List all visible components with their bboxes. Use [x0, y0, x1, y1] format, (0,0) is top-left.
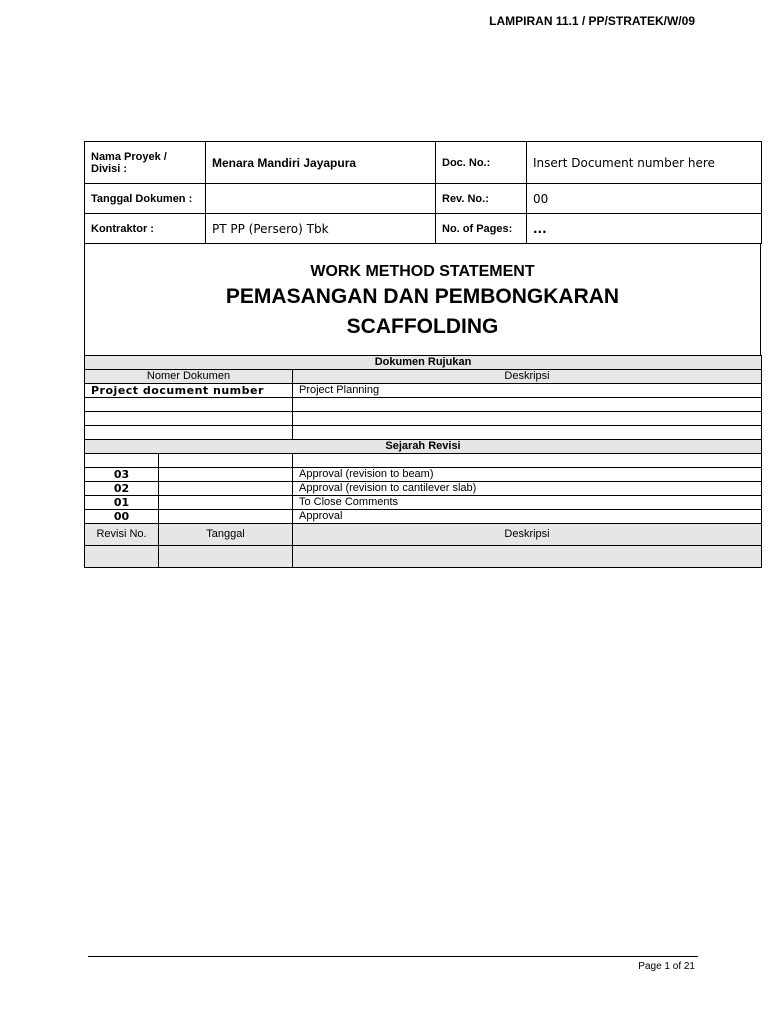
doc-no-label: Doc. No.: [436, 142, 527, 184]
nama-proyek-value: Menara Mandiri Jayapura [206, 142, 436, 184]
rujukan-nomer [85, 426, 293, 440]
rujukan-nomer [85, 412, 293, 426]
table-row [85, 426, 762, 440]
col-revisi-no: Revisi No. [85, 524, 159, 546]
revisi-no [85, 454, 159, 468]
table-row [85, 510, 762, 524]
col-tanggal: Tanggal [159, 524, 293, 546]
empty-cell [293, 546, 762, 568]
title-line-3: SCAFFOLDING [346, 315, 499, 338]
table-row [85, 482, 762, 496]
revisi-tanggal [159, 496, 293, 510]
rujukan-deskripsi: Project Planning [293, 384, 762, 398]
no-of-pages-value: ... [527, 214, 762, 244]
rev-no-value: 00 [527, 184, 762, 214]
footer-divider [88, 956, 698, 957]
revisi-no: 00 [85, 510, 159, 524]
table-row [85, 468, 762, 482]
empty-cell [85, 546, 159, 568]
rev-no-label: Rev. No.: [436, 184, 527, 214]
revisi-deskripsi: To Close Comments [293, 496, 762, 510]
rujukan-nomer [85, 398, 293, 412]
nama-proyek-label: Nama Proyek / Divisi : [85, 142, 206, 184]
no-of-pages-label: No. of Pages: [436, 214, 527, 244]
table-row [85, 454, 762, 468]
revisi-no: 03 [85, 468, 159, 482]
kontraktor-label: Kontraktor : [85, 214, 206, 244]
revisi-no: 01 [85, 496, 159, 510]
revisi-deskripsi: Approval (revision to beam) [293, 468, 762, 482]
rujukan-deskripsi [293, 426, 762, 440]
document-header-table [84, 141, 762, 244]
rujukan-nomer: Project document number [85, 384, 293, 398]
title-box [84, 243, 761, 356]
doc-no-value: Insert Document number here [527, 142, 762, 184]
revisi-tanggal [159, 510, 293, 524]
rujukan-deskripsi [293, 398, 762, 412]
revisi-deskripsi: Approval (revision to cantilever slab) [293, 482, 762, 496]
table-row [85, 546, 762, 568]
table-row [85, 412, 762, 426]
title-line-1: WORK METHOD STATEMENT [310, 263, 535, 280]
title-line-2: PEMASANGAN DAN PEMBONGKARAN [225, 285, 620, 308]
kontraktor-value: PT PP (Persero) Tbk [206, 214, 436, 244]
col-nomer-dokumen: Nomer Dokumen [85, 370, 293, 384]
revisi-no: 02 [85, 482, 159, 496]
page-number: Page 1 of 21 [638, 961, 695, 972]
table-row [85, 384, 762, 398]
empty-cell [159, 546, 293, 568]
revisi-tanggal [159, 468, 293, 482]
table-row [85, 496, 762, 510]
revisi-heading: Sejarah Revisi [85, 440, 762, 454]
revisi-tanggal [159, 482, 293, 496]
revisi-tanggal [159, 454, 293, 468]
rujukan-revisi-table [84, 355, 762, 568]
rujukan-heading: Dokumen Rujukan [85, 356, 762, 370]
rujukan-deskripsi [293, 412, 762, 426]
revisi-deskripsi [293, 454, 762, 468]
table-row [85, 398, 762, 412]
tanggal-dokumen-value [206, 184, 436, 214]
revisi-deskripsi: Approval [293, 510, 762, 524]
col-deskripsi: Deskripsi [293, 370, 762, 384]
col-revisi-deskripsi: Deskripsi [293, 524, 762, 546]
lampiran-reference: LAMPIRAN 11.1 / PP/STRATEK/W/09 [489, 14, 695, 28]
tanggal-dokumen-label: Tanggal Dokumen : [85, 184, 206, 214]
